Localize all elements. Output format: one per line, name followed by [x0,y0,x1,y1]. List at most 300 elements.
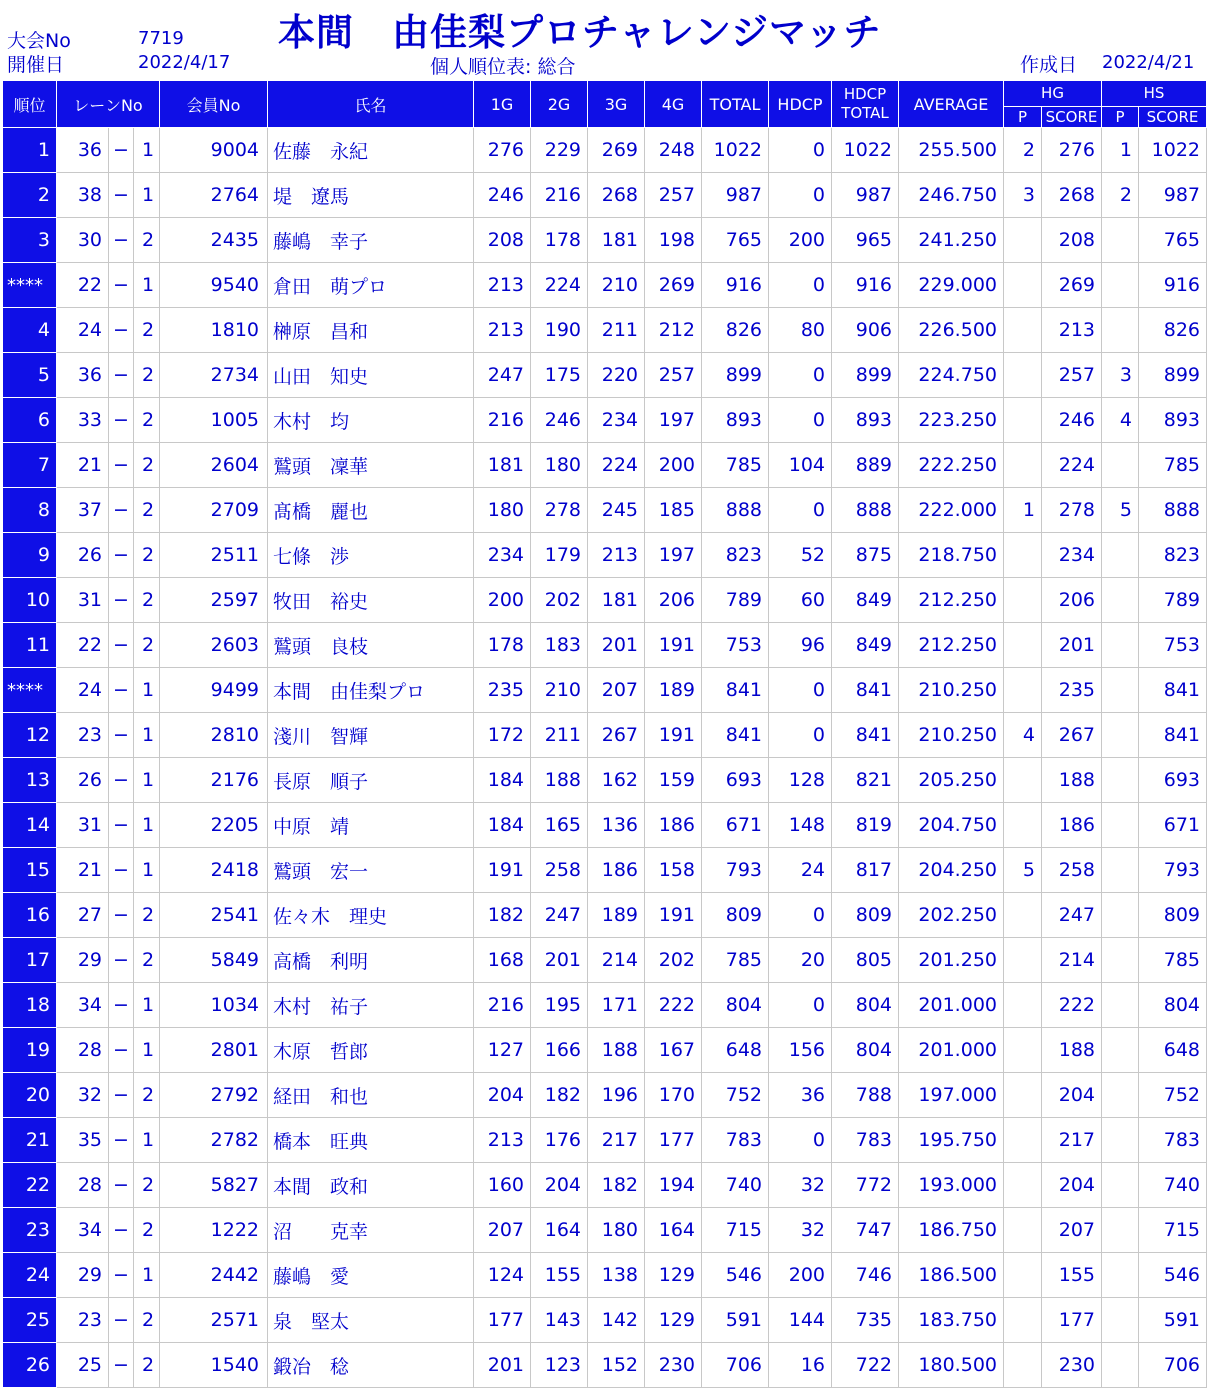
hg-p-cell [1004,1118,1042,1163]
game2-cell: 202 [531,578,588,623]
game2-cell: 123 [531,1343,588,1388]
rank-cell: 21 [3,1118,57,1163]
lane-sub-cell: 2 [134,533,160,578]
hdcp-total-cell: 1022 [832,128,899,173]
rank-cell: 1 [3,128,57,173]
table-row [3,983,1207,1028]
hdcp-total-cell: 747 [832,1208,899,1253]
lane-dash: − [109,668,134,713]
member-no-cell: 1810 [160,308,268,353]
hs-p-cell [1102,578,1139,623]
hdcp-cell: 148 [769,803,832,848]
game3-cell: 138 [588,1253,645,1298]
game3-cell: 224 [588,443,645,488]
lane-dash: − [109,1208,134,1253]
hg-p-cell [1004,533,1042,578]
member-no-cell: 9499 [160,668,268,713]
hdcp-total-cell: 819 [832,803,899,848]
hs-p-cell [1102,263,1139,308]
hs-score-cell: 785 [1139,443,1207,488]
hg-score-cell: 276 [1042,128,1102,173]
total-cell: 793 [702,848,769,893]
game1-cell: 246 [474,173,531,218]
hg-score-cell: 188 [1042,1028,1102,1073]
table-row [3,308,1207,353]
game3-cell: 268 [588,173,645,218]
hdcp-total-cell: 783 [832,1118,899,1163]
col-hs-p: P [1102,106,1139,127]
game1-cell: 204 [474,1073,531,1118]
hdcp-cell: 60 [769,578,832,623]
hg-score-cell: 188 [1042,758,1102,803]
game3-cell: 269 [588,128,645,173]
game4-cell: 222 [645,983,702,1028]
hs-p-cell [1102,623,1139,668]
lane-cell: 29 [57,1253,109,1298]
hg-score-cell: 224 [1042,443,1102,488]
hg-p-cell [1004,578,1042,623]
lane-cell: 24 [57,308,109,353]
hs-p-cell [1102,1163,1139,1208]
name-cell: 堤 遼馬 [268,173,474,218]
average-cell: 226.500 [899,308,1004,353]
game2-cell: 182 [531,1073,588,1118]
game1-cell: 216 [474,983,531,1028]
average-cell: 197.000 [899,1073,1004,1118]
hdcp-cell: 20 [769,938,832,983]
game2-cell: 278 [531,488,588,533]
member-no-cell: 2541 [160,893,268,938]
page-subtitle: 個人順位表: 総合 [430,56,576,78]
member-no-cell: 2782 [160,1118,268,1163]
rank-cell: 5 [3,353,57,398]
average-cell: 229.000 [899,263,1004,308]
game1-cell: 184 [474,803,531,848]
lane-sub-cell: 1 [134,758,160,803]
hs-score-cell: 693 [1139,758,1207,803]
rank-cell: 9 [3,533,57,578]
col-hdcp-total-line1: HDCP [843,85,887,103]
game3-cell: 267 [588,713,645,758]
name-cell: 沼 克幸 [268,1208,474,1253]
col-g4: 4G [645,81,702,128]
hg-p-cell: 3 [1004,173,1042,218]
table-row [3,1208,1207,1253]
name-cell: 淺川 智輝 [268,713,474,758]
hdcp-total-cell: 899 [832,353,899,398]
average-cell: 201.250 [899,938,1004,983]
game3-cell: 136 [588,803,645,848]
hdcp-cell: 0 [769,353,832,398]
game4-cell: 198 [645,218,702,263]
total-cell: 789 [702,578,769,623]
hs-score-cell: 1022 [1139,128,1207,173]
rank-cell: 22 [3,1163,57,1208]
hs-score-cell: 753 [1139,623,1207,668]
game1-cell: 213 [474,308,531,353]
rank-cell: 6 [3,398,57,443]
member-no-cell: 2442 [160,1253,268,1298]
name-cell: 髙橋 麗也 [268,488,474,533]
hg-p-cell [1004,398,1042,443]
game2-cell: 229 [531,128,588,173]
hs-score-cell: 785 [1139,938,1207,983]
created-date-label: 作成日 [1020,54,1078,76]
hg-p-cell [1004,1298,1042,1343]
hs-p-cell: 2 [1102,173,1139,218]
lane-sub-cell: 1 [134,173,160,218]
hs-score-cell: 823 [1139,533,1207,578]
game3-cell: 188 [588,1028,645,1073]
hdcp-total-cell: 746 [832,1253,899,1298]
game4-cell: 202 [645,938,702,983]
hg-p-cell: 2 [1004,128,1042,173]
lane-sub-cell: 2 [134,893,160,938]
name-cell: 牧田 裕史 [268,578,474,623]
game2-cell: 180 [531,443,588,488]
lane-dash: − [109,893,134,938]
total-cell: 785 [702,443,769,488]
hdcp-cell: 128 [769,758,832,803]
hg-p-cell [1004,353,1042,398]
rank-cell: 20 [3,1073,57,1118]
name-cell: 鷲頭 宏一 [268,848,474,893]
hdcp-cell: 0 [769,263,832,308]
game1-cell: 181 [474,443,531,488]
rank-cell: 3 [3,218,57,263]
hg-score-cell: 207 [1042,1208,1102,1253]
table-row [3,758,1207,803]
hg-score-cell: 278 [1042,488,1102,533]
average-cell: 222.000 [899,488,1004,533]
lane-sub-cell: 2 [134,938,160,983]
average-cell: 224.750 [899,353,1004,398]
game1-cell: 182 [474,893,531,938]
lane-cell: 36 [57,128,109,173]
lane-dash: − [109,1118,134,1163]
rank-cell: 13 [3,758,57,803]
lane-dash: − [109,533,134,578]
table-row [3,848,1207,893]
game2-cell: 176 [531,1118,588,1163]
game1-cell: 200 [474,578,531,623]
hdcp-total-cell: 722 [832,1343,899,1388]
rank-cell: 4 [3,308,57,353]
lane-dash: − [109,1298,134,1343]
name-cell: 鷲頭 凜華 [268,443,474,488]
table-row [3,1118,1207,1163]
total-cell: 841 [702,668,769,713]
game4-cell: 191 [645,893,702,938]
hdcp-cell: 0 [769,398,832,443]
lane-cell: 29 [57,938,109,983]
lane-dash: − [109,353,134,398]
game1-cell: 213 [474,1118,531,1163]
col-rank: 順位 [3,81,57,128]
member-no-cell: 2604 [160,443,268,488]
lane-dash: − [109,263,134,308]
hg-score-cell: 177 [1042,1298,1102,1343]
hs-p-cell [1102,713,1139,758]
game4-cell: 257 [645,353,702,398]
total-cell: 899 [702,353,769,398]
game1-cell: 124 [474,1253,531,1298]
member-no-cell: 2571 [160,1298,268,1343]
table-row [3,1163,1207,1208]
lane-sub-cell: 2 [134,488,160,533]
game4-cell: 230 [645,1343,702,1388]
hs-score-cell: 793 [1139,848,1207,893]
ranking-table [2,80,1207,1388]
game2-cell: 178 [531,218,588,263]
hs-p-cell [1102,758,1139,803]
table-row [3,533,1207,578]
col-member: 会員No [160,81,268,128]
game1-cell: 178 [474,623,531,668]
hg-score-cell: 214 [1042,938,1102,983]
lane-cell: 28 [57,1163,109,1208]
hs-score-cell: 826 [1139,308,1207,353]
hs-p-cell: 5 [1102,488,1139,533]
table-row [3,578,1207,623]
average-cell: 201.000 [899,1028,1004,1073]
hdcp-cell: 36 [769,1073,832,1118]
game1-cell: 160 [474,1163,531,1208]
average-cell: 223.250 [899,398,1004,443]
lane-dash: − [109,443,134,488]
lane-dash: − [109,758,134,803]
col-g2: 2G [531,81,588,128]
game2-cell: 175 [531,353,588,398]
lane-sub-cell: 2 [134,623,160,668]
hg-score-cell: 247 [1042,893,1102,938]
lane-sub-cell: 2 [134,218,160,263]
hs-p-cell [1102,1028,1139,1073]
lane-cell: 34 [57,983,109,1028]
average-cell: 210.250 [899,668,1004,713]
hdcp-cell: 32 [769,1163,832,1208]
average-cell: 246.750 [899,173,1004,218]
average-cell: 180.500 [899,1343,1004,1388]
name-cell: 本間 政和 [268,1163,474,1208]
average-cell: 204.250 [899,848,1004,893]
lane-dash: − [109,398,134,443]
hs-score-cell: 804 [1139,983,1207,1028]
game4-cell: 248 [645,128,702,173]
hg-score-cell: 213 [1042,308,1102,353]
lane-cell: 22 [57,263,109,308]
table-row [3,1298,1207,1343]
total-cell: 740 [702,1163,769,1208]
lane-cell: 33 [57,398,109,443]
col-g1: 1G [474,81,531,128]
game4-cell: 212 [645,308,702,353]
member-no-cell: 5849 [160,938,268,983]
lane-dash: − [109,848,134,893]
hs-p-cell: 1 [1102,128,1139,173]
total-cell: 823 [702,533,769,578]
total-cell: 826 [702,308,769,353]
average-cell: 193.000 [899,1163,1004,1208]
rank-cell: 24 [3,1253,57,1298]
lane-sub-cell: 2 [134,443,160,488]
average-cell: 210.250 [899,713,1004,758]
hg-score-cell: 204 [1042,1073,1102,1118]
table-row [3,1028,1207,1073]
lane-cell: 25 [57,1343,109,1388]
hdcp-cell: 144 [769,1298,832,1343]
hg-p-cell [1004,1028,1042,1073]
hs-p-cell [1102,1208,1139,1253]
member-no-cell: 2734 [160,353,268,398]
tournament-no-value: 7719 [138,28,184,49]
name-cell: 中原 靖 [268,803,474,848]
average-cell: 202.250 [899,893,1004,938]
game3-cell: 245 [588,488,645,533]
hdcp-total-cell: 965 [832,218,899,263]
member-no-cell: 2792 [160,1073,268,1118]
average-cell: 183.750 [899,1298,1004,1343]
game4-cell: 191 [645,623,702,668]
hdcp-total-cell: 788 [832,1073,899,1118]
member-no-cell: 2511 [160,533,268,578]
average-cell: 212.250 [899,578,1004,623]
game2-cell: 166 [531,1028,588,1073]
table-row [3,938,1207,983]
hdcp-total-cell: 804 [832,1028,899,1073]
game2-cell: 216 [531,173,588,218]
member-no-cell: 2801 [160,1028,268,1073]
total-cell: 715 [702,1208,769,1253]
lane-dash: − [109,803,134,848]
hs-score-cell: 671 [1139,803,1207,848]
lane-sub-cell: 2 [134,1163,160,1208]
hs-score-cell: 591 [1139,1298,1207,1343]
name-cell: 橋本 旺典 [268,1118,474,1163]
hdcp-total-cell: 841 [832,713,899,758]
name-cell: 高橋 利明 [268,938,474,983]
rank-cell: 2 [3,173,57,218]
col-hs: HS [1102,81,1207,107]
col-hg-score: SCORE [1042,106,1102,127]
lane-sub-cell: 1 [134,128,160,173]
hdcp-cell: 96 [769,623,832,668]
game4-cell: 200 [645,443,702,488]
hdcp-cell: 80 [769,308,832,353]
total-cell: 841 [702,713,769,758]
hs-score-cell: 648 [1139,1028,1207,1073]
table-row [3,1253,1207,1298]
total-cell: 916 [702,263,769,308]
rank-cell: 11 [3,623,57,668]
game2-cell: 204 [531,1163,588,1208]
lane-sub-cell: 1 [134,803,160,848]
game3-cell: 189 [588,893,645,938]
hg-p-cell: 5 [1004,848,1042,893]
rank-cell: 26 [3,1343,57,1388]
game1-cell: 127 [474,1028,531,1073]
hs-p-cell [1102,848,1139,893]
lane-sub-cell: 1 [134,1253,160,1298]
lane-sub-cell: 2 [134,308,160,353]
hg-p-cell [1004,893,1042,938]
total-cell: 809 [702,893,769,938]
hs-p-cell [1102,893,1139,938]
table-row [3,1073,1207,1118]
hg-p-cell [1004,1163,1042,1208]
lane-sub-cell: 2 [134,353,160,398]
total-cell: 783 [702,1118,769,1163]
game3-cell: 234 [588,398,645,443]
game4-cell: 257 [645,173,702,218]
lane-sub-cell: 2 [134,578,160,623]
hg-p-cell [1004,803,1042,848]
lane-dash: − [109,983,134,1028]
hdcp-total-cell: 889 [832,443,899,488]
member-no-cell: 1034 [160,983,268,1028]
hg-score-cell: 257 [1042,353,1102,398]
average-cell: 218.750 [899,533,1004,578]
average-cell: 204.750 [899,803,1004,848]
lane-dash: − [109,173,134,218]
rank-cell: **** [3,263,57,308]
member-no-cell: 1540 [160,1343,268,1388]
lane-dash: − [109,1253,134,1298]
hg-p-cell [1004,1343,1042,1388]
average-cell: 241.250 [899,218,1004,263]
lane-cell: 26 [57,758,109,803]
hs-p-cell [1102,1343,1139,1388]
game4-cell: 197 [645,398,702,443]
lane-sub-cell: 2 [134,1073,160,1118]
hg-score-cell: 206 [1042,578,1102,623]
lane-sub-cell: 1 [134,848,160,893]
average-cell: 255.500 [899,128,1004,173]
game4-cell: 158 [645,848,702,893]
game2-cell: 195 [531,983,588,1028]
lane-dash: − [109,1163,134,1208]
lane-cell: 26 [57,533,109,578]
hg-p-cell [1004,758,1042,803]
game3-cell: 186 [588,848,645,893]
lane-sub-cell: 2 [134,1208,160,1253]
table-row [3,803,1207,848]
game2-cell: 188 [531,758,588,803]
hdcp-cell: 0 [769,128,832,173]
game1-cell: 213 [474,263,531,308]
total-cell: 987 [702,173,769,218]
name-cell: 藤嶋 愛 [268,1253,474,1298]
hs-p-cell [1102,308,1139,353]
total-cell: 888 [702,488,769,533]
lane-dash: − [109,128,134,173]
average-cell: 201.000 [899,983,1004,1028]
member-no-cell: 1222 [160,1208,268,1253]
game3-cell: 162 [588,758,645,803]
member-no-cell: 5827 [160,1163,268,1208]
game2-cell: 247 [531,893,588,938]
hs-score-cell: 841 [1139,713,1207,758]
game4-cell: 167 [645,1028,702,1073]
lane-cell: 23 [57,1298,109,1343]
total-cell: 1022 [702,128,769,173]
hdcp-cell: 104 [769,443,832,488]
member-no-cell: 2205 [160,803,268,848]
hs-score-cell: 706 [1139,1343,1207,1388]
table-row [3,623,1207,668]
lane-cell: 24 [57,668,109,713]
hg-p-cell [1004,1073,1042,1118]
